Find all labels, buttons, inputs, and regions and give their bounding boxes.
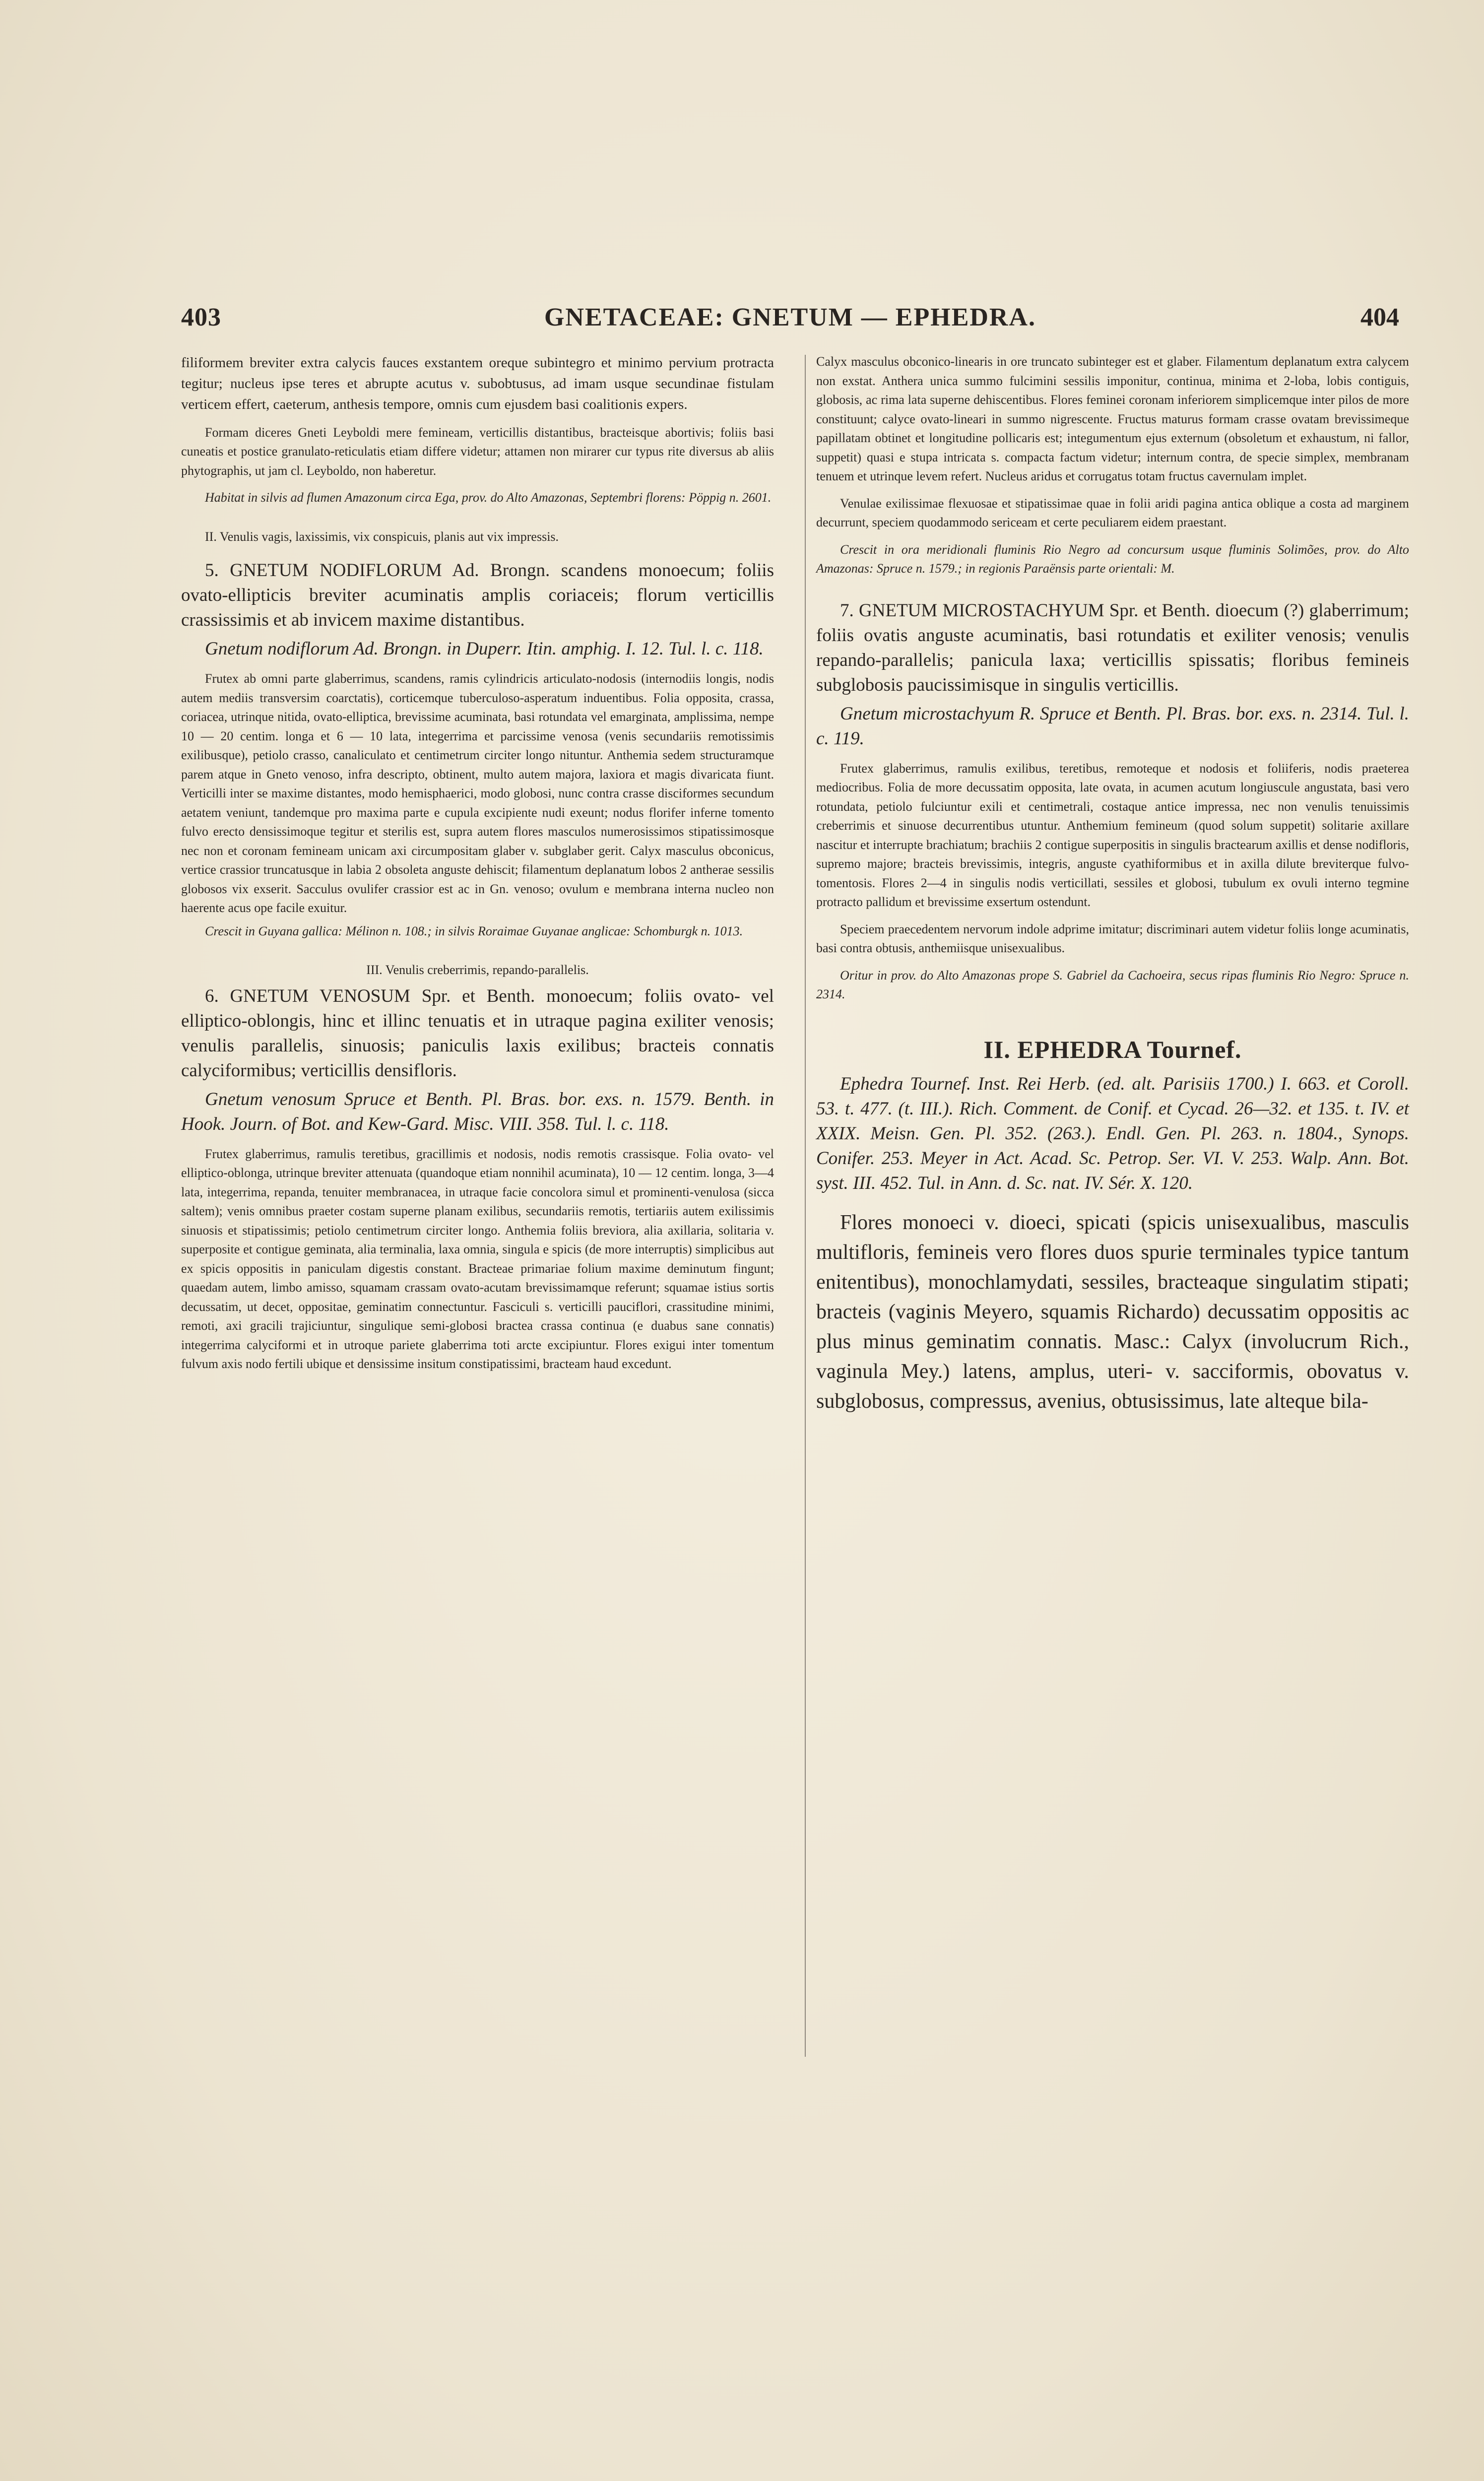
species-6-description-cont: Calyx masculus obconico-linearis in ore truncato subinteger est et glaber. Filamentum deplanatum extra calycem non exstat. Anthera unica summo fulcimini sessilis imponitur, continua, minima et 2-loba, lobis contiguis, globosis, ac rima lata superne dehiscentibus. Flores feminei coronam inferiorem simplicemque inter pilos de more constituunt; calyce ovato-lineari in summo nigrescente. Fructus maturus formam crasse ovatam brevissimeque papillatam obtinet et longitudine pollicaris est; integumentum ejus externum (obsoletum et exhaustum, ni fallor, suppetit) quasi e stupa intricata s. compacta factum videtur; internum contra, de specie simplex, membranam tenuem et utrinque levem refert. Nucleus aridus et corrugatus totam fructus cavernulam implet. — [816, 354, 1409, 483]
note-paragraph: Speciem praecedentem nervorum indole adprime imitatur; discriminari autem videtur foliis longe acuminatis, basi contra obtusis, anthemiisque unisexualibus. — [816, 921, 1409, 955]
species-7-description: Frutex glaberrimus, ramulis exilibus, teretibus, remoteque et nodosis et foliiferis, nodis praeterea mediocribus. Folia de more decussatim opposita, late ovata, in acumen acutum longiuscule angustata, basi vero rotundata, petiolo fulciuntur exili et centimetrali, costaque antice impressa, nec non venulis tenuissimis creberrimis et sinuose decurrentibus utuntur. Anthemium femineum (quod solum suppetit) solitarie axillare nascitur et interrupte brachiatum; brachiis 2 contigue superpositis in singulis bractearum axillis et dense nodifloris, supremo majore; bracteis brevissimis, integris, anguste cyathiformibus et in axilla dilute breviterque fulvo-tomentosis. Flores 2—4 in singulis nodis verticillati, sessiles et globosi, tubulum ex ovuli interno tegmine protracto pallidum et brevissime exsertum ostendunt. — [816, 761, 1409, 909]
page-number-left: 403 — [181, 303, 221, 331]
left-column — [181, 352, 774, 1374]
habitat-line: Habitat in silvis ad flumen Amazonum circa Ega, prov. do Alto Amazonas, Septembri florens: Pöppig n. 2601. — [205, 490, 772, 505]
continuation-paragraph: filiformem breviter extra calycis fauces exstantem oreque subintegro et minimo pervium protracta tegitur; nucleus ipse teres et abrupte acutus v. subobtusus, ad imam usque secundinae fistulam verticem effert, caeterum, anthesis tempore, omnis cum ejusdem basi coalitionis expers. — [181, 355, 774, 413]
genus-heading: II. EPHEDRA Tournef. — [983, 1035, 1242, 1063]
species-7-locality: Oritur in prov. do Alto Amazonas prope S. Gabriel da Cachoeira, secus ripas fluminis Rio Negro: Spruce n. 2314. — [816, 968, 1409, 1001]
subdivision-heading: II. Venulis vagis, laxissimis, vix conspicuis, planis aut vix impressis. — [205, 529, 559, 544]
species-6-description: Frutex glaberrimus, ramulis teretibus, gracillimis et nodosis, nodis remotis crassisque. Folia ovato- vel elliptico-oblonga, utrinque breviter attenuata (quandoque etiam nonnihil acuminata), 10 — 12 centim. longa, 3—4 lata, integerrima, repanda, tenuiter membranacea, in utraque facie concolora simul et prominenti-venulosa (sicca saltem); venis omnibus praeter costam superne planam exilibus, secundariis remotis, tertiariis autem exilissimis sinuosis et stipatissimis; petiolo centimetrum circiter longo. Anthemia foliis breviora, alia axillaria, solitaria v. superposite et contigue geminata, alia terminalia, laxa omnia, singula e spicis (de more interruptis) simplicibus aut ex spicis oppositis in paniculam digestis constant. Bracteae primariae folium maxime deminutum fingunt; quaedam autem, limbo amisso, squamam crassam ovato-acutam brevissimamque referunt; squamae istius sortis decussatim, ut decet, oppositae, geminatim connectuntur. Fasciculi s. verticilli pauciflori, crassitudine minimi, remoti, axi gracili trajiciuntur, singulique semi-globosi bractea crassa continua (e duabus sane connatis) integerrima calyciformi et in utroque pariete glaberrima toti arcte excipiuntur. Flores exigui inter tomentum fulvum axis nodo fertili ubique et densissime insitum constipatissimi, bracteam haud excedunt. — [181, 1146, 774, 1371]
note-paragraph: Venulae exilissimae flexuosae et stipatissimae quae in folii aridi pagina antica oblique a costa ad marginem decurrunt, speciem quodammodo sericeam et certe peculiarem eidem praestant. — [816, 496, 1409, 529]
note-paragraph: Formam diceres Gneti Leyboldi mere femineam, verticillis distantibus, bracteisque abortivis; foliis basi cuneatis et postice granulato-reticulatis etiam differe videtur; attamen non mirarer cur typus rite diversus ab aliis phytographis, ut jam cl. Leyboldo, non haberetur. — [181, 425, 774, 478]
subdivision-heading: III. Venulis creberrimis, repando-parallelis. — [366, 963, 589, 978]
running-header — [181, 303, 1399, 342]
species-6-synonymy: Gnetum venosum Spruce et Benth. Pl. Bras. bor. exs. n. 1579. Benth. in Hook. Journ. of Bot. and Kew-Gard. Misc. VIII. 358. Tul. l. c. 118. — [181, 1089, 774, 1134]
species-7-diagnosis: 7. GNETUM MICROSTACHYUM Spr. et Benth. dioecum (?) glaberrimum; foliis ovatis anguste acuminatis, basi rotundatis et exiliter venosis; venulis repando-parallelis; panicula laxa; verticillis spissatis; floribus femineis subglobosis paucissimisque in singulis verticillis. — [816, 600, 1409, 695]
species-6-diagnosis: 6. GNETUM VENOSUM Spr. et Benth. monoecum; foliis ovato- vel elliptico-oblongis, hinc et illinc tenuatis et in utraque pagina exiliter venosis; venulis parallelis, sinuosis; paniculis laxis exilibus; bracteis connatis calyciformibus; verticillis densifloris. — [181, 985, 774, 1081]
species-6-locality: Crescit in ora meridionali fluminis Rio Negro ad concursum usque fluminis Solimões, prov. do Alto Amazonas: Spruce n. 1579.; in regionis Paraënsis parte orientali: M. — [816, 542, 1409, 576]
species-5-description: Frutex ab omni parte glaberrimus, scandens, ramis cylindricis articulato-nodosis (internodiis longis, nodis autem mediis transversim coarctatis), corticemque tuberculoso-asperatum induentibus. Folia opposita, crassa, coriacea, utrinque nitida, ovato-elliptica, brevissime acuminata, basi rotundata vel emarginata, amplissima, nempe 10 — 20 centim. longa et 6 — 10 lata, integerrima et parcissime venosa (venis secundariis remotissimis exilibusque), petiolo crasso, canaliculato et centimetrum circiter longo nituntur. Anthemia sedem structuramque parem atque in Gneto venoso, infra descripto, obtinent, multo autem majora, laxiora et magis divaricata fiunt. Verticilli inter se maxime distantes, modo hemisphaerici, modo globosi, nunc contra crasse disciformes secundum aetatem veniunt, tandemque pro maxima parte e cupula excipiente nudi exeunt; nodus florifer inferne tomento fulvo erecto densissimoque tegitur et sterilis est, supra autem flores masculos numerosissimos stipatissimosque nec non et coronam femineam unicam axi circumpositam glaber v. subglaber gerit. Calyx masculus obconicus, vertice crassior truncatusque in labia 2 obsoleta anguste dehiscit; filamentum deplanatum lobos 2 antherae sessilis globosos vix exserit. Sacculus ovulifer crassior est ac in Gn. venoso; ovulum e membrana interna nucleo non haerente acus ope facile exuitur. — [181, 671, 774, 915]
species-5-synonymy: Gnetum nodiflorum Ad. Brongn. in Duperr. Itin. amphig. I. 12. Tul. l. c. 118. — [205, 639, 764, 659]
right-column — [816, 352, 1409, 1416]
genus-description: Flores monoeci v. dioeci, spicati (spicis unisexualibus, masculis multifloris, femineis vero flores duos spurie terminales typice tantum enitentibus), monochlamydati, sessiles, bracteaque singulatim stipati; bracteis (vaginis Meyero, squamis Richardo) decussatim oppositis ac plus minus geminatim connatis. Masc.: Calyx (involucrum Rich., vaginula Mey.) latens, amplus, uteri- v. sacciformis, obovatus v. subglobosus, compressus, avenius, obtusissimus, late alteque bila- — [816, 1211, 1409, 1413]
species-5-diagnosis: 5. GNETUM NODIFLORUM Ad. Brongn. scandens monoecum; foliis ovato-ellipticis breviter acuminatis amplis coriaceis; florum verticillis crassissimis et ab invicem maxime distantibus. — [181, 560, 774, 631]
genus-synonymy: Ephedra Tournef. Inst. Rei Herb. (ed. alt. Parisiis 1700.) I. 663. et Coroll. 53. t. 477. (t. III.). Rich. Comment. de Conif. et Cycad. 26—32. et 135. t. IV. et XXIX. Meisn. Gen. Pl. 352. (263.). Endl. Gen. Pl. 263. n. 1804., Synops. Conifer. 253. Meyer in Act. Acad. Sc. Petrop. Ser. VI. V. 253. Walp. Ann. Bot. syst. III. 452. Tul. in Ann. d. Sc. nat. IV. Sér. X. 120. — [816, 1073, 1409, 1193]
species-5-locality: Crescit in Guyana gallica: Mélinon n. 108.; in silvis Roraimae Guyanae anglicae: Schomburgk n. 1013. — [205, 923, 743, 938]
column-divider — [805, 355, 806, 2057]
running-title: GNETACEAE: GNETUM — EPHEDRA. — [544, 303, 1036, 331]
species-7-synonymy: Gnetum microstachyum R. Spruce et Benth. Pl. Bras. bor. exs. n. 2314. Tul. l. c. 119. — [816, 703, 1409, 749]
page-number-right: 404 — [1360, 303, 1399, 331]
